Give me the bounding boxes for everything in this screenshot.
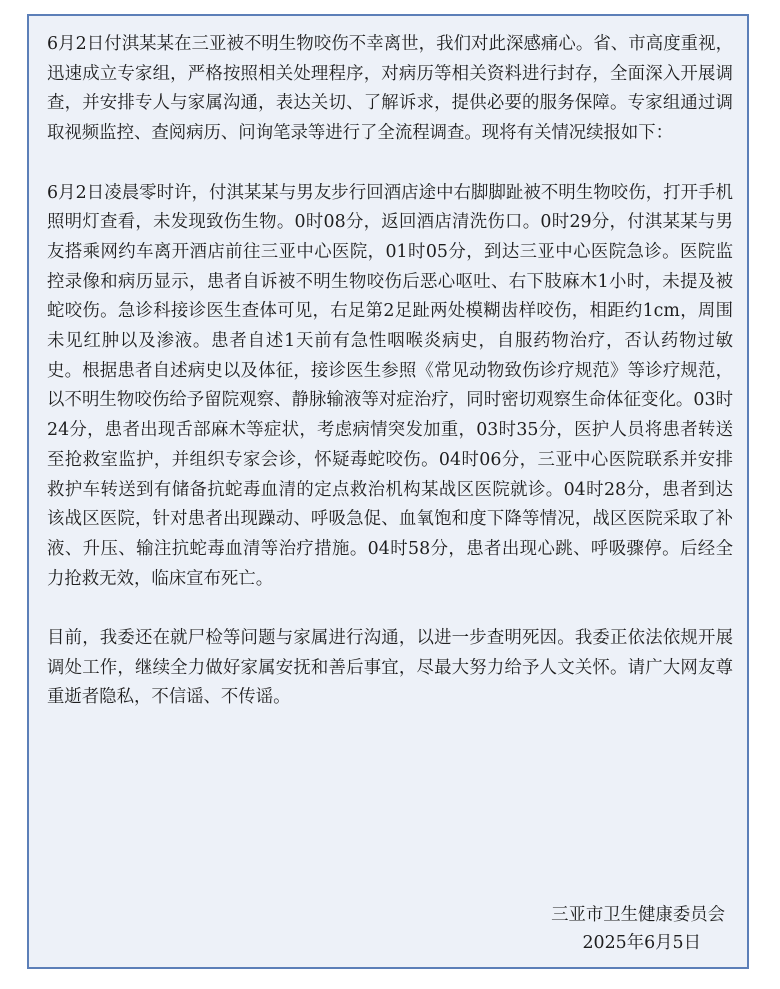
signature-date: 2025年6月5日 xyxy=(582,933,701,953)
signature-organization: 三亚市卫生健康委员会 xyxy=(551,905,725,925)
notice-paragraph-current-status: 目前，我委还在就尸检等问题与家属进行沟通，以进一步查明死因。我委正依法依规开展调处工作，继续全力做好家属安抚和善后事宜，尽最大努力给予人文关怀。请广大网友尊重逝者隐私，不信谣、不传谣。 xyxy=(47,628,733,708)
notice-paragraph-timeline: 6月2日凌晨零时许，付淇某某与男友步行回酒店途中右脚脚趾被不明生物咬伤，打开手机照明灯查看，未发现致伤生物。0时08分，返回酒店清洗伤口。0时29分，付淇某某与男友搭乘网约车离开酒店前往三亚中心医院，01时05分，到达三亚中心医院急诊。医院监控录像和病历显示，患者自诉被不明生物咬伤后恶心呕吐、右下肢麻木1小时，未提及被蛇咬伤。急诊科接诊医生查体可见，右足第2足趾两处模糊齿样咬伤，相距约1cm，周围未见红肿以及渗液。患者自述1天前有急性咽喉炎病史，自服药物治疗，否认药物过敏史。根据患者自述病史以及体征，接诊医生参照《常见动物致伤诊疗规范》等诊疗规范，以不明生物咬伤给予留院观察、静脉输液等对症治疗，同时密切观察生命体征变化。03时24分，患者出现舌部麻木等症状，考虑病情突发加重，03时35分，医护人员将患者转送至抢救室监护，并组织专家会诊，怀疑毒蛇咬伤。04时06分，三亚中心医院联系并安排救护车转送到有储备抗蛇毒血清的定点救治机构某战区医院就诊。04时28分，患者到达该战区医院，针对患者出现躁动、呼吸急促、血氧饱和度下降等情况，战区医院采取了补液、升压、输注抗蛇毒血清等治疗措施。04时58分，患者出现心跳、呼吸骤停。后经全力抢救无效，临床宣布死亡。 xyxy=(47,182,733,589)
notice-body xyxy=(47,30,733,743)
notice-signature xyxy=(551,901,725,957)
notice-paragraph-intro: 6月2日付淇某某在三亚被不明生物咬伤不幸离世，我们对此深感痛心。省、市高度重视，迅速成立专家组，严格按照相关处理程序，对病历等相关资料进行封存，全面深入开展调查，并安排专人与家属沟通，表达关切、了解诉求，提供必要的服务保障。专家组通过调取视频监控、查阅病历、问询笔录等进行了全流程调查。现将有关情况续报如下： xyxy=(47,34,733,144)
notice-frame xyxy=(27,14,749,969)
